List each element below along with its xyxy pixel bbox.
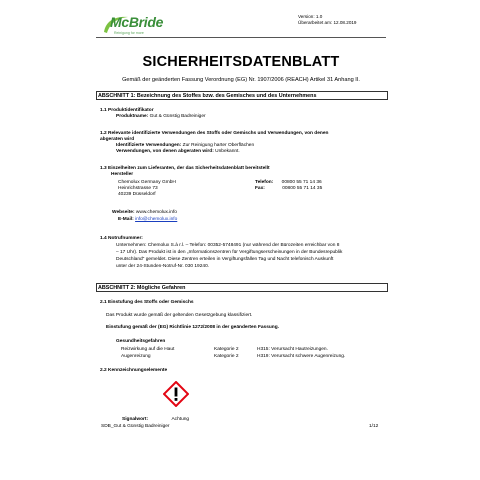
- s21-subtitle: Einstufung gemäß der (EG) Richtlinie 1272/2008 in der geänderten Fassung.: [106, 325, 279, 330]
- ghs-exclamation-icon: [163, 381, 189, 407]
- email-link[interactable]: info@chemolux.info: [135, 217, 178, 222]
- mcbride-logo: [100, 14, 180, 44]
- hazard-statement-1: H315: Verursacht Hautreizungen.: [257, 347, 328, 352]
- s21-text: Das Produkt wurde gemäß der geltenden Gesetzgebung klassifiziert.: [106, 313, 253, 318]
- identified-uses: Identifizierte Verwendungen: Zur Reinigung harter Oberflächen: [116, 143, 255, 148]
- s12-title-1: 1.2 Relevante identifizierte Verwendungen des Stoffs oder Gemischs und Verwendungen, von denen: [100, 131, 329, 136]
- company-name: Chemolux Germany GmbH: [118, 180, 176, 185]
- footer-doc-name: SDB_Gut & Günstig Badreiniger: [101, 424, 170, 429]
- s22-title: 2.2 Kennzeichnungselemente: [100, 368, 168, 373]
- emergency-line-4: unter der 24-Stunden-Notruf-Nr. 030 19240.: [116, 264, 210, 269]
- company-phone: Telefon: 00800 55 71 14 36: [255, 180, 322, 185]
- footer-page-number: 1/12: [369, 424, 379, 429]
- page-subtitle: Gemäß der geänderten Fassung Verordnung (EG) Nr. 1907/2006 (REACH) Artikel 31 Anhang II.: [122, 77, 360, 83]
- version-text: Version: 1.0: [298, 14, 323, 19]
- company-fax: Fax: 00800 55 71 14 35: [255, 186, 323, 191]
- s14-title: 1.4 Notrufnummer:: [100, 236, 143, 241]
- hazard-category-1: Kategorie 2: [214, 347, 239, 352]
- company-city: 40239 Düsseldorf: [118, 192, 156, 197]
- page-title: SICHERHEITSDATENBLATT: [142, 54, 340, 70]
- section-1-heading: ABSCHNITT 1: Bezeichnung des Stoffes bzw. des Gemisches und des Unternehmens: [96, 91, 388, 100]
- logo-tagline: Reinigung for more: [114, 31, 144, 35]
- emergency-line-2: – 17 Uhr). Das Produkt ist in den „Informationszentren für Vergiftungserscheinungen in der Bundesrepublik: [116, 250, 343, 255]
- hazard-name-2: Augenreizung: [121, 354, 151, 359]
- s13-title: 1.3 Einzelheiten zum Lieferanten, der das Sicherheitsdatenblatt bereitstellt: [100, 166, 270, 171]
- company-email: E-Mail: info@chemolux.info: [118, 217, 178, 222]
- hazards-title: Gesundheitsgefahren: [116, 339, 166, 344]
- s11-title: 1.1 Produktidentifikator: [100, 108, 154, 113]
- section-2-heading: ABSCHNITT 2: Mögliche Gefahren: [96, 283, 388, 292]
- hazard-category-2: Kategorie 2: [214, 354, 239, 359]
- revised-date: Überarbeitet am: 12.08.2019: [298, 20, 357, 25]
- logo-text: McBride: [110, 14, 164, 30]
- product-name: Produktname: Gut & Günstig Badreiniger: [116, 114, 206, 119]
- hazard-statement-2: H319: Verursacht schwere Augenreizung.: [257, 354, 346, 359]
- uses-advised-against: Verwendungen, von denen abgeraten wird: Unbekannt.: [116, 149, 240, 154]
- manufacturer-label: Hersteller: [111, 172, 134, 177]
- signal-word: Signalwort: Achtung: [122, 417, 190, 422]
- s12-title-2: abgeraten wird: [100, 137, 135, 142]
- emergency-line-1: Unternehmen: Chemolux S.à r.l. – Telefon: 00352-5748491 (nur während der Bürozeiten erreichbar von 8: [116, 243, 340, 248]
- emergency-line-3: Deutschland" gemeldet. Diese Zentren erteilen in Vergiftungsfällen Tag und Nacht telefonisch Auskunft: [116, 257, 334, 262]
- s21-title: 2.1 Einstufung des Stoffs oder Gemischs: [100, 300, 194, 305]
- version-info: [298, 14, 356, 26]
- company-website: Webseite: www.chemolux.info: [112, 210, 177, 215]
- company-street: Heinrichstrasse 73: [118, 186, 158, 191]
- hazard-name-1: Reizwirkung auf die Haut: [121, 347, 175, 352]
- header-divider: [96, 37, 386, 38]
